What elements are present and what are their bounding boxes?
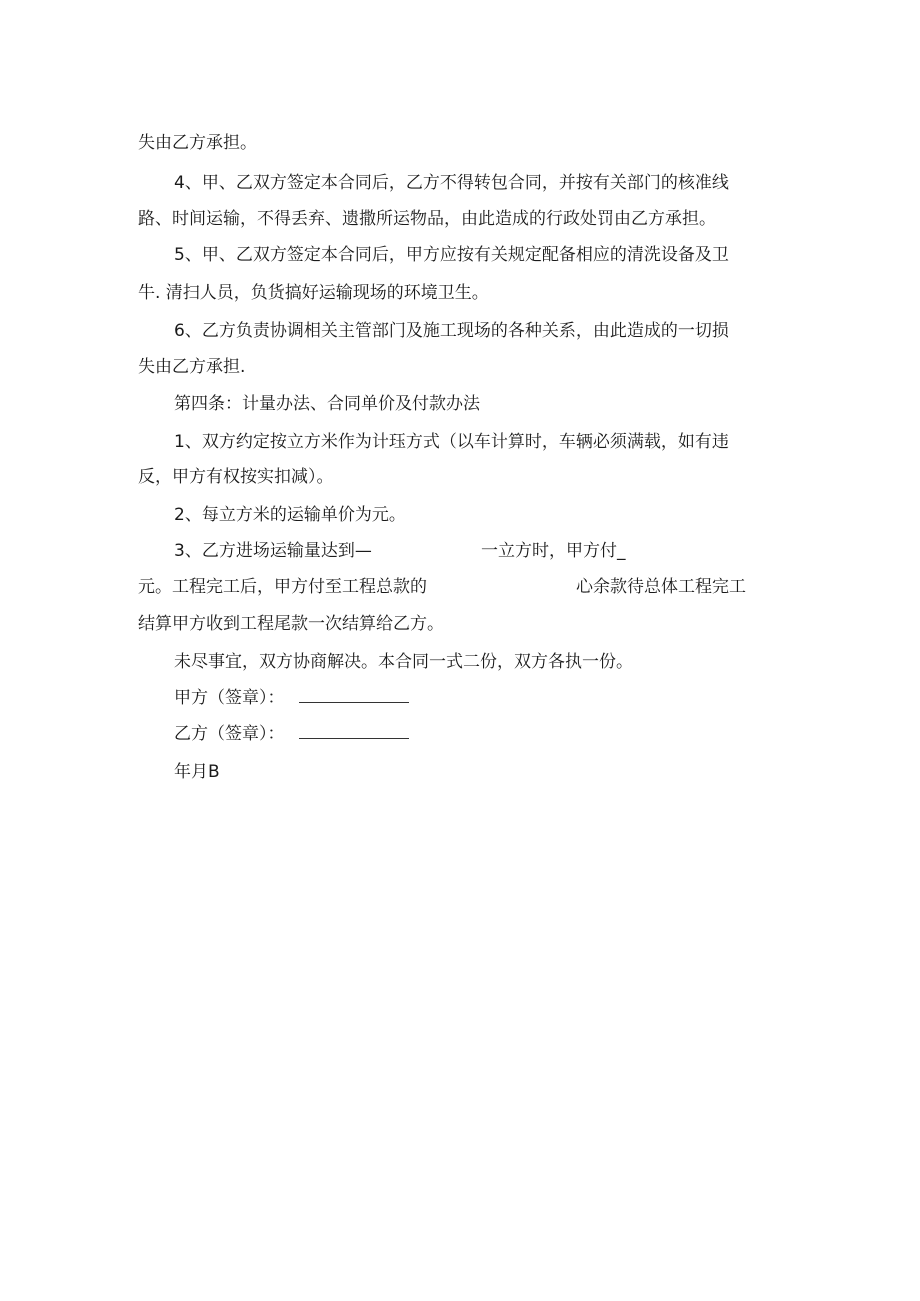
party-b-label: 乙方（签章）：	[174, 724, 285, 744]
party-a-signature-blank	[299, 688, 409, 703]
date-line: 年月B	[174, 762, 220, 782]
article-4-item-1-line-2: 反，甲方有权按实扣减）。	[138, 467, 334, 487]
party-b-signature	[174, 724, 409, 744]
article-4-item-3-part-a: 3、乙方进场运输量达到—	[174, 541, 372, 561]
party-a-label: 甲方（签章）：	[174, 688, 285, 708]
party-a-signature	[174, 688, 409, 708]
clause-5-line-1: 5、甲、乙双方签定本合同后，甲方应按有关规定配备相应的清洗设备及卫	[174, 245, 729, 265]
article-4-item-3-line-2-a: 元。工程完工后，甲方付至工程总款的	[138, 577, 427, 597]
closing-statement: 未尽事宜，双方协商解决。本合同一式二份，双方各执一份。	[174, 652, 633, 672]
clause-6-line-2: 失由乙方承担.	[138, 357, 246, 377]
article-4-item-3-part-b: 一立方时，甲方付_	[481, 541, 626, 561]
clause-4-line-1: 4、甲、乙双方签定本合同后，乙方不得转包合同，并按有关部门的核准线	[174, 173, 729, 193]
article-4-heading: 第四条：计量办法、合同单价及付款办法	[174, 394, 480, 414]
article-4-item-2: 2、每立方米的运输单价为元。	[174, 505, 406, 525]
paragraph-line: 失由乙方承担。	[138, 133, 257, 153]
article-4-item-3-line-2-b: 心余款待总体工程完工	[576, 577, 746, 597]
clause-5-line-2: 牛. 清扫人员，负货搞好运输现场的环境卫生。	[138, 283, 489, 303]
article-4-item-3-line-3: 结算甲方收到工程尾款一次结算给乙方。	[138, 614, 444, 634]
clause-4-line-2: 路、时间运输，不得丢弃、遗撒所运物品，由此造成的行政处罚由乙方承担。	[138, 209, 716, 229]
article-4-item-1-line-1: 1、双方约定按立方米作为计珏方式（以车计算时，车辆必须满载，如有违	[174, 432, 729, 452]
clause-6-line-1: 6、乙方负责协调相关主管部门及施工现场的各种关系，由此造成的一切损	[174, 321, 729, 341]
party-b-signature-blank	[299, 724, 409, 739]
